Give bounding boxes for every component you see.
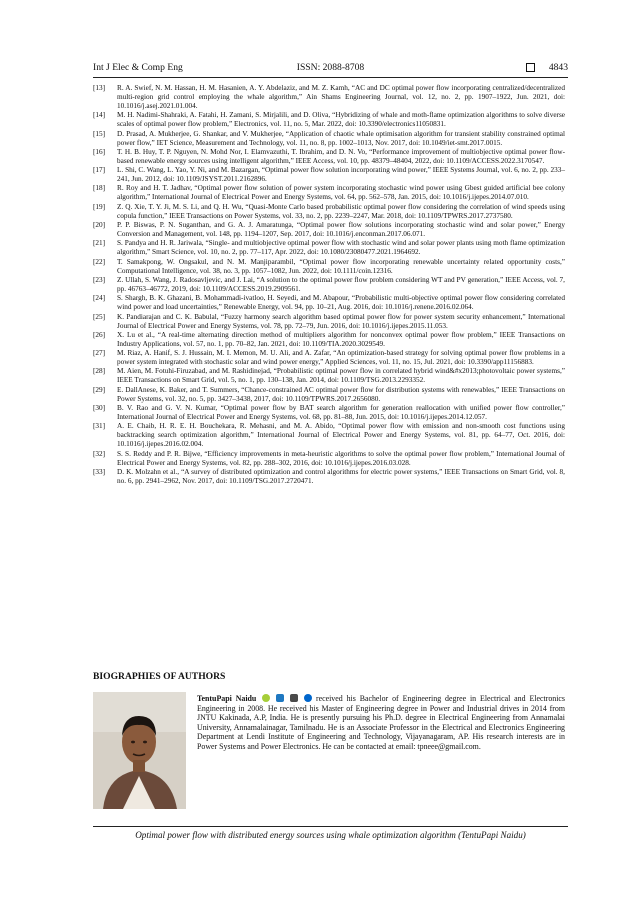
reference-number: [27]	[93, 349, 106, 358]
header-rule	[93, 77, 568, 78]
reference-number: [21]	[93, 239, 106, 248]
reference-text: L. Shi, C. Wang, L. Yao, Y. Ni, and M. Bazargan, “Optimal power flow solution incorporating wind power,” IEEE Systems Journal, vol. 6, no. 2, pp. 233–241, Jun. 2012, doi: 10.1109/JSYST.2011.2162896.	[117, 166, 565, 184]
reference-item	[93, 166, 565, 184]
scholar-icon[interactable]	[290, 694, 298, 702]
page-footer: Optimal power flow with distributed energy sources using whale optimization algorithm (TentuPapi Naidu)	[135, 830, 526, 840]
reference-text: Z. Ullah, S. Wang, J. Radosavljevic, and J. Lai, “A solution to the optimal power flow problem considering WT and PV generation,” IEEE Access, vol. 7, pp. 46763–46772, 2019, doi: 10.1109/ACCESS.2019.2909561.	[117, 275, 565, 293]
reference-text: Z. Q. Xie, T. Y. Ji, M. S. Li, and Q. H. Wu, “Quasi-Monte Carlo based probabilistic optimal power flow considering the correlation of wind speeds using copula function,” IEEE Transactions on Power Systems, vol. 33, no. 2, pp. 2239–2247, Mar. 2018, doi: 10.1109/TPWRS.2017.2737580.	[117, 202, 565, 220]
reference-number: [18]	[93, 184, 106, 193]
reference-item	[93, 294, 565, 312]
reference-text: R. Roy and H. T. Jadhav, “Optimal power flow solution of power system incorporating stochastic wind power using Gbest guided artificial bee colony algorithm,” International Journal of Electrical Power and Energy Systems, vol. 64, pp. 562–578, Jan. 2015, doi: 10.1016/j.ijepes.2014.07.010.	[117, 184, 565, 202]
reference-number: [30]	[93, 404, 106, 413]
scopus-icon[interactable]	[276, 694, 284, 702]
reference-number: [25]	[93, 312, 106, 321]
footer-rule	[93, 826, 568, 827]
reference-text: E. DallAnese, K. Baker, and T. Summers, “Chance-constrained AC optimal power flow for distribution systems with renewables,” IEEE Transactions on Power Systems, vol. 32, no. 5, pp. 3427–3438, 2017, doi: 10.1109/TPWRS.2017.2656080.	[117, 385, 565, 403]
reference-number: [24]	[93, 294, 106, 303]
reference-item	[93, 313, 565, 331]
reference-number: [22]	[93, 257, 106, 266]
reference-number: [14]	[93, 111, 106, 120]
reference-item	[93, 367, 565, 385]
page-number: 4843	[548, 61, 568, 73]
reference-list	[93, 84, 565, 486]
reference-text: M. Aien, M. Fotuhi-Firuzabad, and M. Rashidinejad, “Probabilistic optimal power flow in correlated hybrid wind&#x2013;photovoltaic power systems,” IEEE Transactions on Smart Grid, vol. 5, no. 1, pp. 130–138, Jan. 2014, doi: 10.1109/TSG.2013.2293352.	[117, 367, 565, 385]
page-number-group	[526, 62, 568, 73]
reference-item	[93, 258, 565, 276]
reference-number: [33]	[93, 467, 106, 476]
author-name: TentuPapi Naidu	[197, 694, 257, 703]
reference-text: D. Prasad, A. Mukherjee, G. Shankar, and V. Mukherjee, “Application of chaotic whale optimisation algorithm for transient stability constrained optimal power flow,” IET Science, Measurement and Technology, vol. 11, no. 8, pp. 1002–1013, Nov. 2017, doi: 10.1049/iet-smt.2017.0015.	[117, 129, 565, 147]
author-biography	[197, 694, 565, 752]
reference-item	[93, 130, 565, 148]
reference-item	[93, 468, 565, 486]
reference-item	[93, 331, 565, 349]
journal-name: Int J Elec & Comp Eng	[93, 61, 183, 73]
reference-number: [16]	[93, 147, 106, 156]
reference-text: X. Lu et al., “A real-time alternating direction method of multipliers algorithm for nonconvex optimal power flow problem,” IEEE Transactions on Industry Applications, vol. 57, no. 1, pp. 70–82, Jan. 2021, doi: 10.1109/TIA.2020.3029549.	[117, 330, 565, 348]
reference-item	[93, 239, 565, 257]
reference-item	[93, 184, 565, 202]
reference-text: S. Shargh, B. K. Ghazani, B. Mohammadi-ivatloo, H. Seyedi, and M. Abapour, “Probabilistic multi-objective optimal power flow considering correlated wind power and load uncertainties,” Renewable Energy, vol. 94, pp. 10–21, Aug. 2016, doi: 10.1016/j.renene.2016.02.064.	[117, 294, 565, 312]
reference-number: [31]	[93, 422, 106, 431]
reference-text: B. V. Rao and G. V. N. Kumar, “Optimal power flow by BAT search algorithm for generation reallocation with unified power flow controller,” International Journal of Electrical Power and Energy Systems, vol. 68, pp. 81–88, Jun. 2015, doi: 10.1016/j.ijepes.2014.12.057.	[117, 404, 565, 422]
author-photo	[93, 692, 186, 809]
author-bio-text: received his Bachelor of Engineering degree in Electrical and Electronics Engineering in 2008. He received his Master of Engineering degree in Power and Industrial drives in 2014 from JNTU Kakinada, A.P, India. He is presently pursuing his Ph.D. degree in Electrical Engineering from Annamalai University, Annamalainagar, Tamilnadu. He is an Associate Professor in the Electrical and Electronics Engineering Department at Lendi Institute of Engineering and Technology, Vijayanagaram, AP. His research interests are in Power Systems and Power Electronics. He can be contacted at email: tpneee@gmail.com.	[197, 694, 565, 751]
reference-text: T. Samakpong, W. Ongsakul, and N. M. Manjiparambil, “Optimal power flow incorporating renewable uncertainty related opportunity costs,” Computational Intelligence, vol. 38, no. 3, pp. 1057–1082, Jun. 2022, doi: 10.1111/coin.12316.	[117, 257, 565, 275]
reference-text: S. Pandya and H. R. Jariwala, “Single- and multiobjective optimal power flow with stochastic wind and solar power plants using moth flame optimization algorithm,” Smart Science, vol. 10, no. 2, pp. 77–117, Apr. 2022, doi: 10.1080/23080477.2021.1964692.	[117, 239, 565, 257]
reference-item	[93, 404, 565, 422]
issn: ISSN: 2088-8708	[296, 61, 365, 73]
reference-number: [26]	[93, 330, 106, 339]
reference-number: [19]	[93, 202, 106, 211]
biographies-heading: BIOGRAPHIES OF AUTHORS	[93, 671, 226, 682]
reference-item	[93, 221, 565, 239]
reference-item	[93, 422, 565, 449]
reference-number: [29]	[93, 385, 106, 394]
checkbox-square-icon	[526, 63, 535, 72]
reference-item	[93, 148, 565, 166]
reference-item	[93, 386, 565, 404]
reference-text: P. P. Biswas, P. N. Suganthan, and G. A. J. Amaratunga, “Optimal power flow solutions incorporating stochastic wind and solar power,” Energy Conversion and Management, vol. 148, pp. 1194–1207, Sep. 2017, doi: 10.1016/j.enconman.2017.06.071.	[117, 221, 565, 239]
reference-item	[93, 84, 565, 111]
reference-number: [15]	[93, 129, 106, 138]
publons-icon[interactable]	[304, 694, 312, 702]
reference-number: [17]	[93, 166, 106, 175]
reference-text: T. H. B. Huy, T. P. Nguyen, N. Mohd Nor, I. Elamvazuthi, T. Ibrahim, and D. N. Vo, “Performance improvement of multiobjective optimal power flow-based renewable energy sources using intelligent algorithm,” IEEE Access, vol. 10, pp. 48379–48404, 2022, doi: 10.1109/ACCESS.2022.3170547.	[117, 147, 565, 165]
page-header	[93, 58, 568, 76]
reference-text: D. K. Molzahn et al., “A survey of distributed optimization and control algorithms for electric power systems,” IEEE Transactions on Smart Grid, vol. 8, no. 6, pp. 2941–2962, Nov. 2017, doi: 10.1109/TSG.2017.2720471.	[117, 467, 565, 485]
reference-text: K. Pandiarajan and C. K. Babulal, “Fuzzy harmony search algorithm based optimal power flow for power system security enhancement,” International Journal of Electrical Power and Energy Systems, vol. 78, pp. 72–79, Jun. 2016, doi: 10.1016/j.ijepes.2015.11.053.	[117, 312, 565, 330]
reference-item	[93, 276, 565, 294]
reference-text: M. Riaz, A. Hanif, S. J. Hussain, M. I. Memon, M. U. Ali, and A. Zafar, “An optimization-based strategy for solving optimal power flow problems in a power system integrated with stochastic solar and wind power energy,” Applied Sciences, vol. 11, no. 15, Jul. 2021, doi: 10.3390/app11156883.	[117, 349, 565, 367]
reference-number: [28]	[93, 367, 106, 376]
reference-number: [23]	[93, 275, 106, 284]
reference-item	[93, 450, 565, 468]
reference-item	[93, 111, 565, 129]
orcid-icon[interactable]	[262, 694, 270, 702]
reference-number: [13]	[93, 84, 106, 92]
reference-number: [32]	[93, 449, 106, 458]
reference-text: S. S. Reddy and P. R. Bijwe, “Efficiency improvements in meta-heuristic algorithms to solve the optimal power flow problem,” International Journal of Electrical Power and Energy Systems, vol. 82, pp. 288–302, 2016, doi: 10.1016/j.ijepes.2016.03.028.	[117, 449, 565, 467]
reference-text: M. H. Nadimi-Shahraki, A. Fatahi, H. Zamani, S. Mirjalili, and D. Oliva, “Hybridizing of whale and moth-flame optimization algorithms to solve diverse scales of optimal power flow problem,” Electronics, vol. 11, no. 5, Mar. 2022, doi: 10.3390/electronics11050831.	[117, 111, 565, 129]
author-portrait-icon	[93, 692, 186, 809]
reference-number: [20]	[93, 221, 106, 230]
reference-text: A. E. Chaib, H. R. E. H. Bouchekara, R. Mehasni, and M. A. Abido, “Optimal power flow with emission and non-smooth cost functions using backtracking search optimization algorithm,” International Journal of Electrical Power and Energy Systems, vol. 81, pp. 64–77, Oct. 2016, doi: 10.1016/j.ijepes.2016.02.004.	[117, 422, 565, 449]
reference-item	[93, 349, 565, 367]
reference-text: R. A. Swief, N. M. Hassan, H. M. Hasanien, A. Y. Abdelaziz, and M. Z. Kamh, “AC and DC optimal power flow incorporating centralized/decentralized multi-region grid control employing the whale algorithm,” Ain Shams Engineering Journal, vol. 12, no. 2, pp. 1907–1922, Jun. 2021, doi: 10.1016/j.asej.2021.01.004.	[117, 84, 565, 110]
reference-item	[93, 203, 565, 221]
